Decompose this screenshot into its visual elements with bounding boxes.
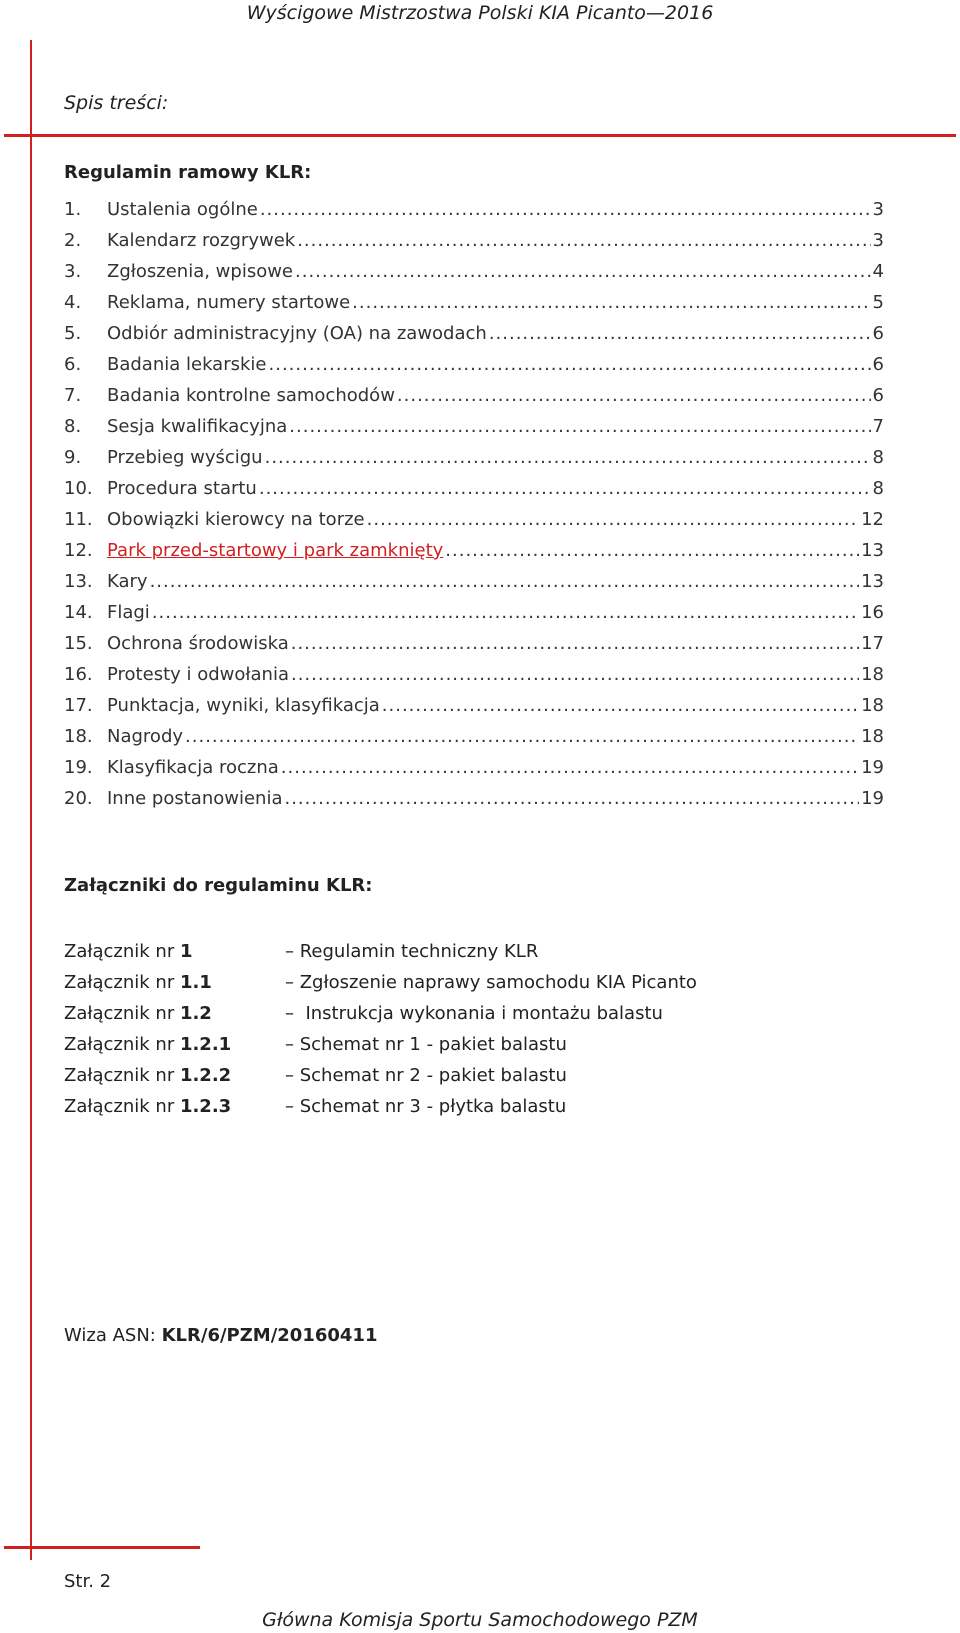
attachment-description: – Schemat nr 1 - pakiet balastu bbox=[285, 1034, 567, 1055]
toc-item-label: Przebieg wyścigu bbox=[107, 447, 263, 468]
toc-item-page: 3 bbox=[872, 230, 884, 251]
attachment-item bbox=[64, 1003, 844, 1034]
toc-item-label: Reklama, numery startowe bbox=[107, 292, 351, 313]
page-header: Wyścigowe Mistrzostwa Polski KIA Picanto—2016 bbox=[246, 2, 714, 24]
toc-item-number: 4. bbox=[64, 292, 82, 313]
toc-leader-dots bbox=[489, 323, 871, 344]
toc-leader-dots bbox=[445, 540, 859, 561]
toc-item-number: 7. bbox=[64, 385, 82, 406]
toc-item-page: 17 bbox=[861, 633, 884, 654]
attachment-description: – Schemat nr 3 - płytka balastu bbox=[285, 1096, 567, 1117]
toc-item-page: 18 bbox=[861, 695, 884, 716]
attachment-prefix: Załącznik nr bbox=[64, 972, 180, 993]
toc-item[interactable] bbox=[64, 292, 884, 323]
attachment-prefix: Załącznik nr bbox=[64, 941, 180, 962]
attachment-number: 1.2.3 bbox=[179, 1096, 232, 1117]
toc-item-label: Procedura startu bbox=[107, 478, 257, 499]
toc-item-number: 17. bbox=[64, 695, 93, 716]
toc-item-number: 2. bbox=[64, 230, 82, 251]
toc-item-label: Ustalenia ogólne bbox=[107, 199, 258, 220]
attachment-prefix: Załącznik nr bbox=[64, 1003, 180, 1024]
toc-item-page: 19 bbox=[861, 757, 884, 778]
toc-item[interactable] bbox=[64, 416, 884, 447]
toc-item-number: 5. bbox=[64, 323, 82, 344]
toc-item-page: 6 bbox=[872, 354, 884, 375]
toc-item-page: 13 bbox=[861, 571, 884, 592]
attachment-item bbox=[64, 1096, 844, 1127]
toc-item-number: 18. bbox=[64, 726, 93, 747]
toc-item-page: 18 bbox=[861, 726, 884, 747]
toc-item-page: 18 bbox=[861, 664, 884, 685]
toc-item-page: 16 bbox=[861, 602, 884, 623]
attachment-prefix: Załącznik nr bbox=[64, 1096, 180, 1117]
toc-item-page: 8 bbox=[872, 447, 884, 468]
toc-item[interactable] bbox=[64, 230, 884, 261]
toc-section-title: Regulamin ramowy KLR: bbox=[64, 162, 312, 183]
toc-item-label: Badania lekarskie bbox=[107, 354, 267, 375]
toc-item-number: 8. bbox=[64, 416, 82, 437]
toc-leader-dots bbox=[284, 788, 859, 809]
margin-line-vertical bbox=[30, 40, 32, 1560]
toc-item-page: 5 bbox=[872, 292, 884, 313]
toc-item[interactable] bbox=[64, 726, 884, 757]
toc-leader-dots bbox=[281, 757, 859, 778]
attachment-label bbox=[64, 1034, 285, 1055]
toc-leader-dots bbox=[295, 261, 871, 282]
attachment-number: 1.2 bbox=[179, 1003, 212, 1024]
attachment-item bbox=[64, 972, 844, 1003]
toc-item-page: 3 bbox=[872, 199, 884, 220]
toc-item[interactable] bbox=[64, 633, 884, 664]
toc-item[interactable] bbox=[64, 323, 884, 354]
toc-leader-dots bbox=[150, 571, 860, 592]
visa-line bbox=[64, 1325, 377, 1346]
toc-item[interactable] bbox=[64, 540, 884, 571]
toc-item-number: 16. bbox=[64, 664, 93, 685]
toc-item[interactable] bbox=[64, 788, 884, 819]
toc-leader-dots bbox=[297, 230, 870, 251]
toc-leader-dots bbox=[291, 664, 859, 685]
attachment-label bbox=[64, 972, 285, 993]
toc-item-number: 20. bbox=[64, 788, 93, 809]
attachments-list bbox=[64, 941, 844, 1127]
toc-leader-dots bbox=[352, 292, 870, 313]
toc-item-label[interactable]: Park przed-startowy i park zamknięty bbox=[107, 540, 444, 561]
toc-item-number: 3. bbox=[64, 261, 82, 282]
toc-item[interactable] bbox=[64, 602, 884, 633]
toc-item-label: Klasyfikacja roczna bbox=[107, 757, 279, 778]
toc-item[interactable] bbox=[64, 354, 884, 385]
toc-item-label: Protesty i odwołania bbox=[107, 664, 289, 685]
toc-item[interactable] bbox=[64, 664, 884, 695]
toc-item-label: Sesja kwalifikacyjna bbox=[107, 416, 288, 437]
toc-item-label: Ochrona środowiska bbox=[107, 633, 289, 654]
toc-item-label: Kary bbox=[107, 571, 148, 592]
toc-item[interactable] bbox=[64, 695, 884, 726]
attachment-label bbox=[64, 1096, 285, 1117]
toc-item-number: 1. bbox=[64, 199, 82, 220]
toc-item[interactable] bbox=[64, 261, 884, 292]
toc-item-number: 10. bbox=[64, 478, 93, 499]
toc-item-number: 6. bbox=[64, 354, 82, 375]
table-of-contents bbox=[64, 199, 884, 819]
toc-leader-dots bbox=[269, 354, 871, 375]
toc-item-label: Punktacja, wyniki, klasyfikacja bbox=[107, 695, 380, 716]
toc-leader-dots bbox=[260, 199, 871, 220]
visa-value: KLR/6/PZM/20160411 bbox=[161, 1325, 378, 1346]
attachment-description: – Zgłoszenie naprawy samochodu KIA Picanto bbox=[285, 972, 697, 993]
toc-item-page: 6 bbox=[872, 385, 884, 406]
toc-leader-dots bbox=[185, 726, 859, 747]
attachment-prefix: Załącznik nr bbox=[64, 1065, 180, 1086]
toc-heading: Spis treści: bbox=[64, 92, 169, 114]
toc-item-number: 9. bbox=[64, 447, 82, 468]
header-rule bbox=[4, 134, 956, 137]
attachment-item bbox=[64, 1065, 844, 1096]
footer-rule bbox=[4, 1546, 200, 1549]
toc-item-page: 4 bbox=[872, 261, 884, 282]
attachment-item bbox=[64, 1034, 844, 1065]
toc-item[interactable] bbox=[64, 478, 884, 509]
toc-item-page: 19 bbox=[861, 788, 884, 809]
toc-item[interactable] bbox=[64, 571, 884, 602]
toc-item-label: Badania kontrolne samochodów bbox=[107, 385, 395, 406]
attachment-description: – Regulamin techniczny KLR bbox=[285, 941, 539, 962]
toc-item-number: 12. bbox=[64, 540, 93, 561]
toc-item-number: 13. bbox=[64, 571, 93, 592]
toc-item[interactable] bbox=[64, 199, 884, 230]
toc-leader-dots bbox=[259, 478, 871, 499]
attachment-label bbox=[64, 1003, 285, 1024]
attachment-number: 1.1 bbox=[179, 972, 212, 993]
attachment-item bbox=[64, 941, 844, 972]
toc-item-label: Nagrody bbox=[107, 726, 184, 747]
attachment-label bbox=[64, 941, 285, 962]
attachment-number: 1.2.1 bbox=[179, 1034, 232, 1055]
toc-item[interactable] bbox=[64, 385, 884, 416]
attachments-title: Załączniki do regulaminu KLR: bbox=[64, 875, 373, 896]
page-footer: Główna Komisja Sportu Samochodowego PZM bbox=[262, 1609, 698, 1631]
toc-leader-dots bbox=[397, 385, 871, 406]
page-number: Str. 2 bbox=[64, 1571, 112, 1592]
toc-item-label: Odbiór administracyjny (OA) na zawodach bbox=[107, 323, 487, 344]
attachment-number: 1.2.2 bbox=[179, 1065, 232, 1086]
toc-item-page: 7 bbox=[872, 416, 884, 437]
visa-label: Wiza ASN: bbox=[64, 1325, 162, 1346]
toc-item-label: Inne postanowienia bbox=[107, 788, 283, 809]
toc-item-page: 13 bbox=[861, 540, 884, 561]
attachment-label bbox=[64, 1065, 285, 1086]
toc-leader-dots bbox=[289, 416, 870, 437]
toc-item-number: 14. bbox=[64, 602, 93, 623]
attachment-number: 1 bbox=[179, 941, 193, 962]
attachment-prefix: Załącznik nr bbox=[64, 1034, 180, 1055]
toc-item-label: Zgłoszenia, wpisowe bbox=[107, 261, 294, 282]
toc-leader-dots bbox=[291, 633, 859, 654]
toc-item-page: 6 bbox=[872, 323, 884, 344]
toc-leader-dots bbox=[152, 602, 859, 623]
toc-item-number: 19. bbox=[64, 757, 93, 778]
attachment-description: – Schemat nr 2 - pakiet balastu bbox=[285, 1065, 567, 1086]
toc-leader-dots bbox=[382, 695, 859, 716]
toc-item-page: 12 bbox=[861, 509, 884, 530]
toc-item-label: Obowiązki kierowcy na torze bbox=[107, 509, 365, 530]
toc-item-number: 15. bbox=[64, 633, 93, 654]
toc-leader-dots bbox=[367, 509, 859, 530]
toc-item-page: 8 bbox=[872, 478, 884, 499]
toc-item[interactable] bbox=[64, 447, 884, 478]
attachment-description: – Instrukcja wykonania i montażu balastu bbox=[285, 1003, 663, 1024]
toc-item[interactable] bbox=[64, 509, 884, 540]
toc-item[interactable] bbox=[64, 757, 884, 788]
toc-item-label: Kalendarz rozgrywek bbox=[107, 230, 296, 251]
toc-item-number: 11. bbox=[64, 509, 93, 530]
toc-leader-dots bbox=[265, 447, 871, 468]
toc-item-label: Flagi bbox=[107, 602, 150, 623]
